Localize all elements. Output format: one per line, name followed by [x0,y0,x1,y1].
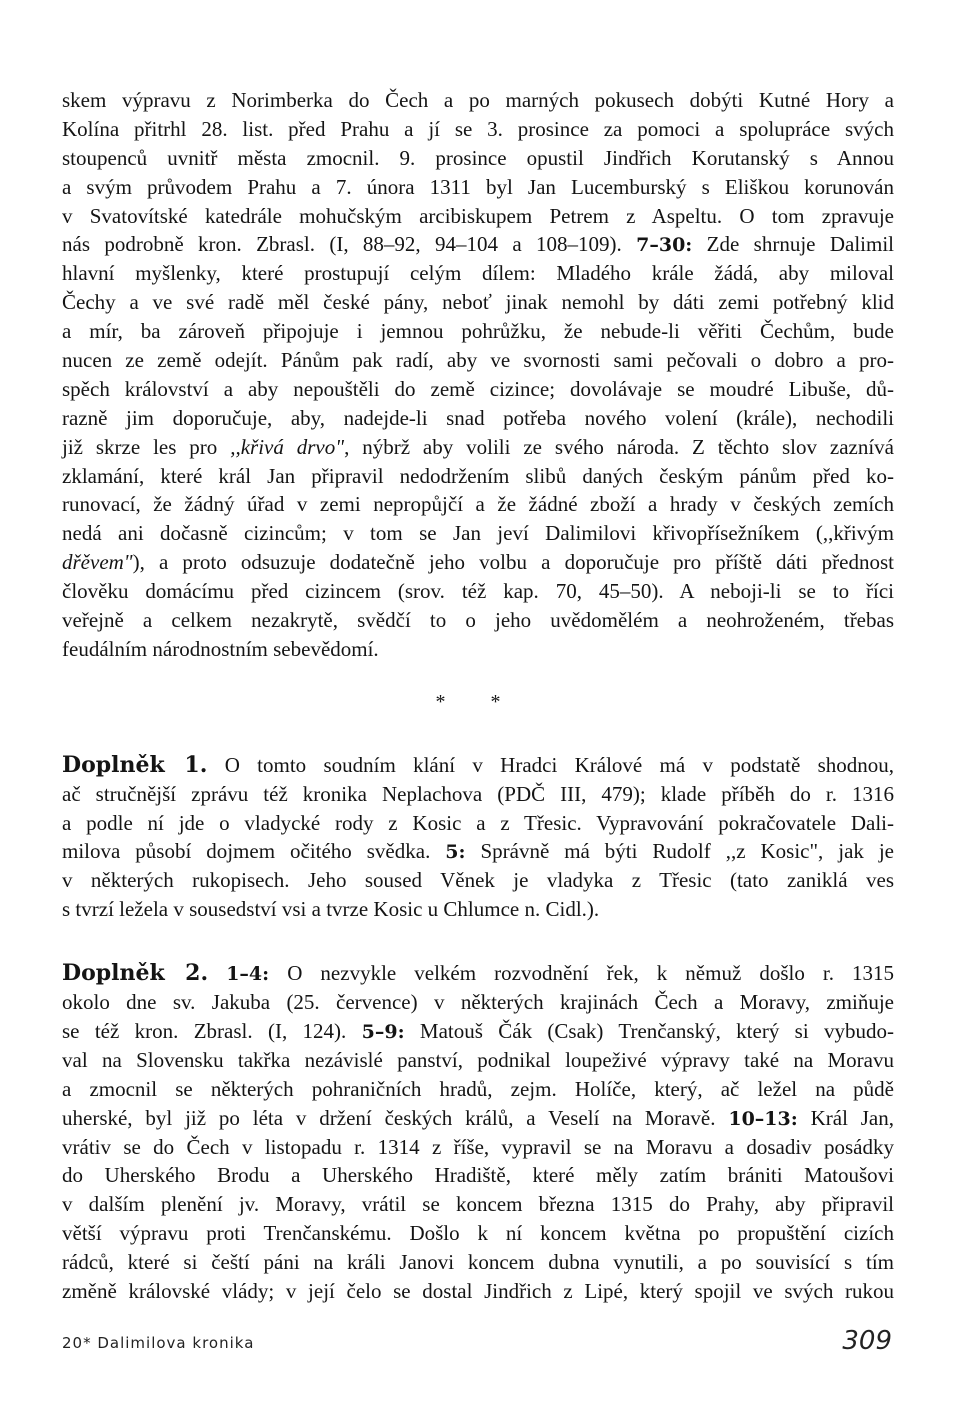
text-fragment: Král Jan, [797,1105,894,1130]
section-divider: * * [435,690,521,713]
text-fragment: , nýbrž aby volili ze svého národa. Z těchto slov zaznívá [344,434,894,459]
text-line [62,548,894,577]
text-fragment: nás podrobně kron. Zbrasl. (I, 88–92, 94–104 a 108–109). [62,232,622,257]
text-line: a svým průvodem Prahu a 7. února 1311 byl Jan Lucemburský s Eliškou korunován [62,174,894,199]
text-line: spěch království a aby nepouštěli do země cizince; dovolávaje se moudré Libuše, dů- [62,376,894,401]
text-line: veřejně a celkem nezakrytě, svědčí to o jeho uvědomělém a neohroženém, třebas [62,608,894,633]
text-line: větší výpravu proti Trenčanskému. Došlo k ní koncem května po propuštění cizích [62,1221,894,1246]
verse-reference: 10–13: [728,1107,798,1130]
verse-reference: 7–30: [636,234,693,257]
text-line: člověku domácímu před cizincem (srov. též kap. 70, 45–50). A neboji-li se to říci [62,579,894,604]
text-line: v Svatovítské katedrále mohučským arcibiskupem Petrem z Aspeltu. O tom zpravuje [62,203,894,228]
text-line: Kolína přitrhl 28. list. před Prahu a jí se 3. prosince za pomoci a spolupráce svých [62,116,894,141]
text-line [62,230,894,259]
addendum-heading: Doplněk 2. [62,960,209,987]
text-line: vrátiv se do Čech v listopadu r. 1314 z říše, vypravil se na Moravu a dosadiv posádky [62,1134,894,1159]
quote-italic: ,,křivá drvo" [230,434,345,459]
page-body [62,86,894,1306]
quote-italic: dřěvem" [62,550,133,575]
text-line: skem výpravu z Norimberka do Čech a po marných pokusech dobýti Kutné Hory a [62,88,894,112]
text-line: runovací, že žádný úřad v zemi nepropůjčí a že žádné zboží a hrady v českých zemích [62,492,894,517]
text-line [62,837,894,866]
text-line: feudálním národnostním sebevědomí. [62,636,379,661]
spacer [62,924,894,959]
text-fragment: ), a proto odsuzuje dodatečně jeho volbu a doporučuje pro příště dáti přednost [132,550,894,575]
text-fragment: uherské, byl již po léta v držení českých králů, a Veselí na Moravě. [62,1105,729,1130]
text-fragment: O tomto soudním klání v Hradci Králové má v podstatě shodnou, [207,752,894,777]
text-fragment: se též kron. Zbrasl. (I, 124). [62,1018,362,1043]
text-fragment: Matouš Čák (Csak) Trenčanský, který si vybudo- [404,1018,894,1043]
verse-reference: 5: [445,841,466,864]
text-line: a podle ní jde o vladycké rody z Kosic a z Třesic. Vypravování pokračovatele Dali- [62,810,894,835]
text-line: razně jim doporučuje, aby, nadejde-li snad potřeba nového volení (krále), nechodili [62,405,894,430]
text-line: val na Slovensku takřka nezávislé panství, podnikal loupeživé výpravy také na Moravu [62,1047,894,1072]
text-line: změně královské vlády; v její čelo se dostal Jindřich z Lipé, který spojil ve svých rukou [62,1278,894,1303]
text-line: s tvrzí ležela v sousedství vsi a tvrze Kosic u Chlumce n. Cidl.). [62,897,600,922]
text-fragment: již skrze les pro [62,434,231,459]
page-footer [62,1326,894,1360]
text-line [62,1104,894,1133]
text-line [62,751,894,780]
text-fragment: O nezvykle velkém rozvodnění řek, k němuž došlo r. 1315 [269,961,895,986]
text-line: nucen ze země odejít. Pánům pak radí, aby ve svornosti sami pečovali o dobro a pro- [62,348,894,373]
page-number: 309 [842,1326,892,1356]
text-fragment: milova působí dojmem očitého svědka. [62,839,446,864]
text-line: a zmocnil se některých pohraničních hradů, zejm. Holíče, který, ač ležel na půdě [62,1076,894,1101]
addendum-2 [62,959,894,1306]
text-line [62,959,894,988]
text-line [62,433,894,462]
verse-reference: 1–4: [226,963,270,986]
text-line: okolo dne sv. Jakuba (25. července) v některých krajinách Čech a Moravy, zmiňuje [62,990,894,1015]
text-line: hlavní myšlenky, které prostupují celým dílem: Mladého krále žádá, aby miloval [62,261,894,286]
text-line: stoupenců uvnitř města zmocnil. 9. prosince opustil Jindřich Korutanský s Annou [62,145,894,170]
text-line: a mír, ba zároveň připojuje i jemnou pohrůžku, že nebude-li věřiti Čechům, bude [62,319,894,344]
text-line: Čechy a ve své radě měl české pány, neboť jinak nemohl by dáti zemi potřebný klid [62,290,894,315]
text-line: v dalším plenění jv. Moravy, vrátil se koncem března 1315 do Prahy, aby připravil [62,1192,894,1217]
text-fragment: Správně má býti Rudolf ,,z Kosic", jak je [465,839,894,864]
text-line: v některých rukopisech. Jeho soused Věnek je vladyka z Třesic (tato zaniklá ves [62,868,894,893]
addendum-heading: Doplněk 1. [62,751,208,778]
text-fragment: Zde shrnuje Dalimil [692,232,894,257]
paragraph-main [62,86,894,664]
text-line: rádců, které si čeští páni na králi Janovi koncem dubna vynutili, a po souvisící s tím [62,1250,894,1275]
text-line: nedá ani dočasně cizincům; v tom se Jan jeví Dalimilovi křivopřísežníkem (,,křivým [62,521,894,546]
verse-reference: 5–9: [361,1020,405,1043]
text-line [62,1017,894,1046]
text-line: zklamání, které král Jan připravil nedodržením slibů daných českým pánům před ko- [62,463,894,488]
signature-mark: 20* Dalimilova kronika [62,1334,255,1352]
addendum-1 [62,751,894,924]
text-line: do Uherského Brodu a Uherského Hradiště, které měly zatím brániti Matoušovi [62,1163,894,1188]
text-line: ač stručnější zprávu též kronika Neplachova (PDČ III, 479); klade příběh do r. 1316 [62,781,894,806]
